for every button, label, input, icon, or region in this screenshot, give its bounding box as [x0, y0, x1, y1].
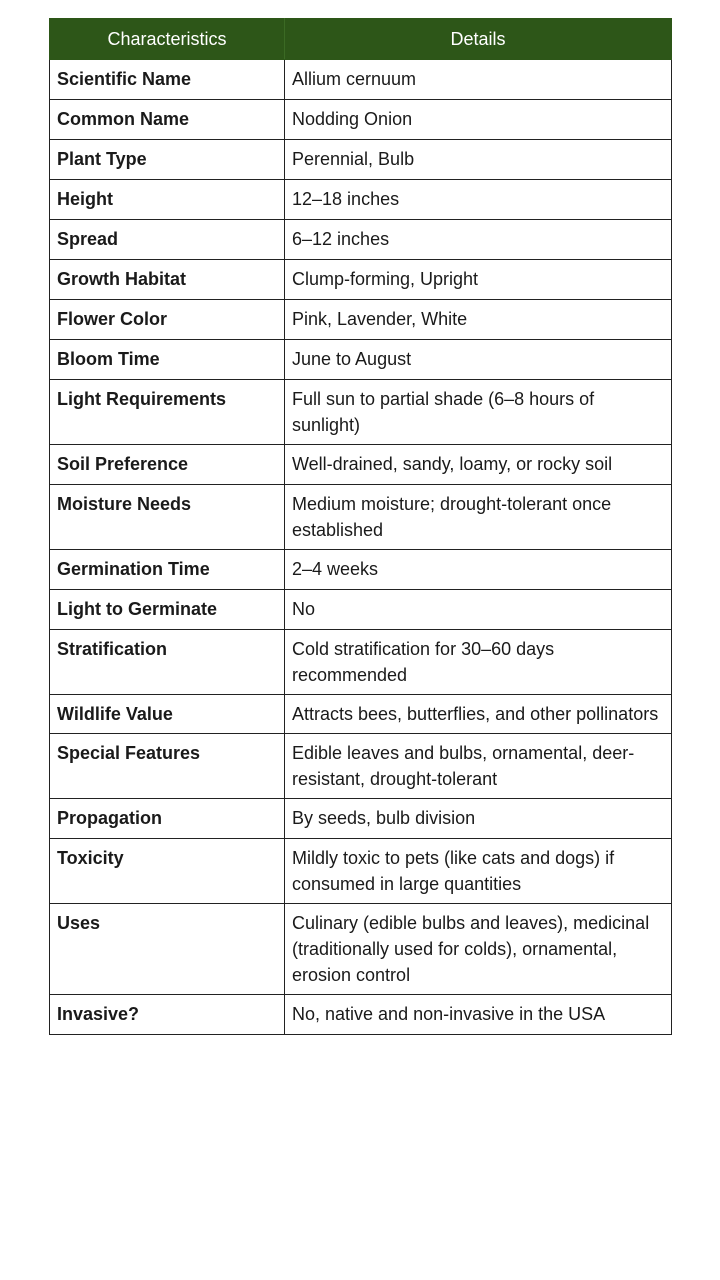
table-row: [50, 904, 672, 995]
row-key: Height: [50, 180, 285, 220]
header-characteristics: Characteristics: [50, 19, 285, 60]
table-row: [50, 630, 672, 695]
table-row: [50, 260, 672, 300]
row-value: Mildly toxic to pets (like cats and dogs) if consumed in large quantities: [285, 839, 672, 904]
table-row: [50, 485, 672, 550]
row-key: Wildlife Value: [50, 695, 285, 734]
row-value: Well-drained, sandy, loamy, or rocky soil: [285, 445, 672, 485]
table-row: [50, 180, 672, 220]
row-value: 12–18 inches: [285, 180, 672, 220]
row-value: Clump-forming, Upright: [285, 260, 672, 300]
row-key: Special Features: [50, 734, 285, 799]
row-value: Full sun to partial shade (6–8 hours of sunlight): [285, 380, 672, 445]
table-row: [50, 734, 672, 799]
table-row: [50, 100, 672, 140]
table-row: [50, 300, 672, 340]
row-key: Stratification: [50, 630, 285, 695]
table-row: [50, 140, 672, 180]
table-row: [50, 60, 672, 100]
table-row: [50, 839, 672, 904]
row-value: 6–12 inches: [285, 220, 672, 260]
table-row: [50, 380, 672, 445]
table-body: [50, 60, 672, 1035]
header-details: Details: [285, 19, 672, 60]
row-value: Perennial, Bulb: [285, 140, 672, 180]
table-row: [50, 695, 672, 734]
table-row: [50, 445, 672, 485]
row-value: Allium cernuum: [285, 60, 672, 100]
row-key: Spread: [50, 220, 285, 260]
header-row: [50, 19, 672, 60]
row-value: No: [285, 590, 672, 630]
row-key: Light Requirements: [50, 380, 285, 445]
row-key: Uses: [50, 904, 285, 995]
plant-characteristics-table: [49, 18, 672, 1035]
plant-characteristics-table-container: [49, 18, 671, 1035]
row-value: Cold stratification for 30–60 days recommended: [285, 630, 672, 695]
table-row: [50, 799, 672, 839]
row-value: By seeds, bulb division: [285, 799, 672, 839]
row-value: Edible leaves and bulbs, ornamental, deer-resistant, drought-tolerant: [285, 734, 672, 799]
row-key: Scientific Name: [50, 60, 285, 100]
row-key: Toxicity: [50, 839, 285, 904]
row-value: Nodding Onion: [285, 100, 672, 140]
row-value: Medium moisture; drought-tolerant once established: [285, 485, 672, 550]
row-key: Invasive?: [50, 995, 285, 1035]
row-key: Plant Type: [50, 140, 285, 180]
row-value: Attracts bees, butterflies, and other pollinators: [285, 695, 672, 734]
table-row: [50, 550, 672, 590]
row-value: Pink, Lavender, White: [285, 300, 672, 340]
row-key: Growth Habitat: [50, 260, 285, 300]
row-key: Germination Time: [50, 550, 285, 590]
row-key: Soil Preference: [50, 445, 285, 485]
row-key: Flower Color: [50, 300, 285, 340]
table-row: [50, 220, 672, 260]
row-key: Bloom Time: [50, 340, 285, 380]
row-key: Moisture Needs: [50, 485, 285, 550]
row-value: 2–4 weeks: [285, 550, 672, 590]
row-key: Light to Germinate: [50, 590, 285, 630]
row-value: No, native and non-invasive in the USA: [285, 995, 672, 1035]
row-value: June to August: [285, 340, 672, 380]
row-key: Propagation: [50, 799, 285, 839]
table-row: [50, 340, 672, 380]
table-row: [50, 590, 672, 630]
row-key: Common Name: [50, 100, 285, 140]
table-header: [50, 19, 672, 60]
row-value: Culinary (edible bulbs and leaves), medicinal (traditionally used for colds), ornamental, erosion control: [285, 904, 672, 995]
table-row: [50, 995, 672, 1035]
